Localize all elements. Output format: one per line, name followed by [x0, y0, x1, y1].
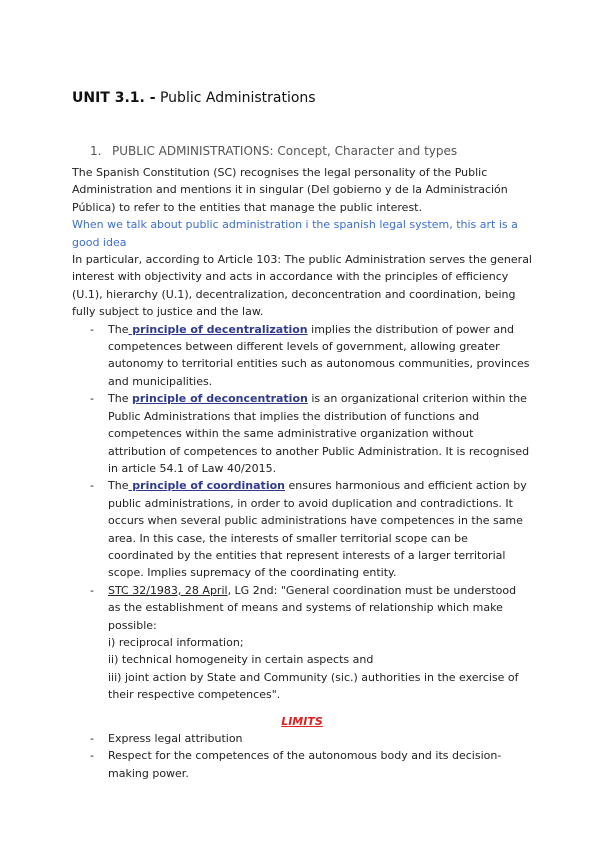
section-number: 1. [90, 144, 102, 158]
list-item-coordination [72, 477, 532, 581]
title-unit: UNIT 3.1. - [72, 90, 156, 106]
dash-bullet: - [90, 583, 94, 597]
limits-heading [72, 713, 532, 730]
section-heading-text: PUBLIC ADMINISTRATIONS: Concept, Character and types [112, 144, 458, 158]
list-item-stc [72, 582, 532, 704]
dash-bullet: - [90, 749, 94, 763]
term-deconcentration: principle of deconcentration [131, 392, 308, 406]
stc-text: , LG 2nd: "General coordination must be understood as the establishment of means and systems of relationship which make possible: [108, 583, 517, 632]
item-prefix: The [108, 392, 132, 406]
list-item-limit [72, 730, 532, 747]
note-paragraph: When we talk about public administration i the spanish legal system, this art is a good idea [72, 218, 518, 249]
dash-bullet: - [90, 392, 94, 406]
list-item-limit [72, 747, 532, 782]
dash-bullet: - [90, 479, 94, 493]
stc-item-3: iii) joint action by State and Community (sic.) authorities in the exercise of their respective competences". [108, 670, 519, 702]
dash-bullet: - [90, 322, 94, 336]
term-decentralization: principle of decentralization [128, 322, 308, 336]
stc-item-2: ii) technical homogeneity in certain aspects and [108, 653, 374, 667]
limits-heading-text: LIMITS [281, 714, 323, 728]
list-item-deconcentration [72, 390, 532, 477]
item-text: is an organizational criterion within the Public Administrations that implies the distribution of functions and competences within the same administrative organization without attribution of competences to another Public Administration. It is recognised in article 54.1 of Law 40/2015. [108, 392, 530, 475]
stc-reference: STC 32/1983, 28 April [108, 583, 228, 597]
limit-text: Express legal attribution [108, 732, 243, 745]
intro-paragraph: The Spanish Constitution (SC) recognises the legal personality of the Public Administration and mentions it in singular (Del gobierno y de la Administración Pública) to refer to the entities that manage the public interest. [72, 166, 508, 214]
stc-item-1: i) reciprocal information; [108, 635, 244, 649]
limits-list [72, 730, 532, 782]
list-item-decentralization [72, 321, 532, 391]
term-coordination: principle of coordination [128, 479, 285, 493]
item-text: ensures harmonious and efficient action by public administrations, in order to avoid duplication and contradictions. It occurs when several public administrations have competences in the same area. In this case, the interests of smaller territorial scope can be coordinated by the entities that represent interests of a larger territorial scope. Implies supremacy of the coordinating entity. [108, 479, 527, 580]
dash-bullet: - [90, 732, 94, 745]
item-text: implies the distribution of power and competences between different levels of government, allowing greater autonomy to territorial entities such as autonomous communities, provinces and municipalities. [108, 322, 530, 388]
article-103-paragraph: In particular, according to Article 103: The public Administration serves the general interest with objectivity and acts in accordance with the principles of efficiency (U.1), hierarchy (U.1), decentralization, deconcentration and coordination, being fully subject to justice and the law. [72, 253, 532, 319]
page-title [72, 88, 316, 108]
item-prefix: The [108, 322, 129, 336]
item-prefix: The [108, 479, 129, 493]
document-body [72, 164, 532, 782]
limit-text: Respect for the competences of the autonomous body and its decision-making power. [108, 749, 502, 780]
section-heading [90, 142, 457, 160]
title-text: Public Administrations [155, 90, 316, 106]
principles-list [72, 321, 532, 704]
